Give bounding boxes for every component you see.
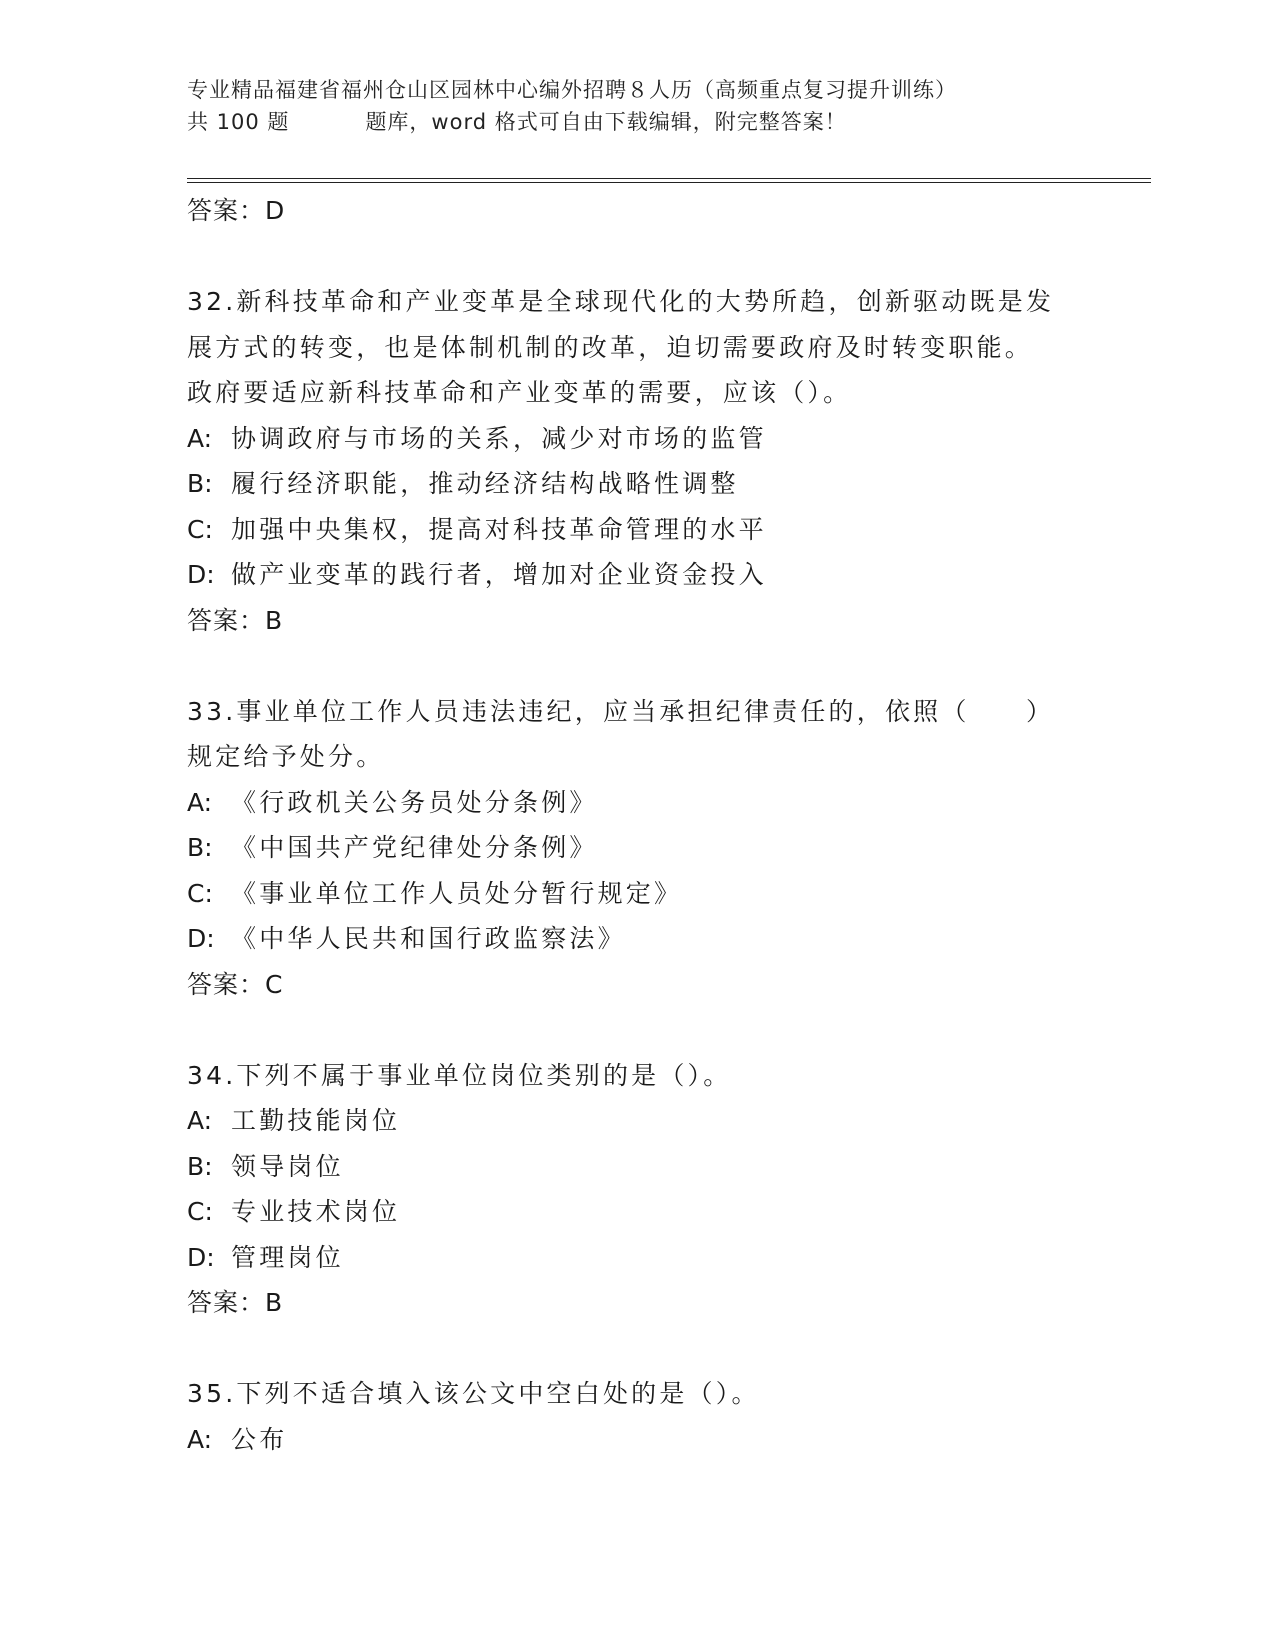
question-text-line: 展方式的转变，也是体制机制的改革，迫切需要政府及时转变职能。 <box>187 332 1034 362</box>
option-letter: D: <box>187 560 215 589</box>
option-b <box>187 1144 1087 1190</box>
answer-line: 答案：B <box>187 1288 284 1317</box>
header-title: 专业精品福建省福州仓山区园林中心编外招聘８人历（高频重点复习提升训练） <box>187 78 957 102</box>
option-text: 管理岗位 <box>231 1242 344 1272</box>
option-d <box>187 1235 1087 1281</box>
option-a <box>187 416 1087 462</box>
question-block <box>187 689 1087 1008</box>
option-text: 协调政府与市场的关系，减少对市场的监管 <box>231 423 767 453</box>
header-subtitle <box>187 106 1067 138</box>
option-letter: B: <box>187 469 213 498</box>
option-letter: A: <box>187 787 213 817</box>
option-text: 履行经济职能，推动经济结构战略性调整 <box>231 469 739 498</box>
header-divider-bottom <box>187 182 1151 183</box>
question-text-line: 32.新科技革命和产业变革是全球现代化的大势所趋，创新驱动既是发 <box>187 287 1055 316</box>
option-letter: D: <box>187 1242 215 1272</box>
question-text-line: 政府要适应新科技革命和产业变革的需要，应该（）。 <box>187 378 852 407</box>
option-letter: D: <box>187 924 215 953</box>
option-text: 公布 <box>231 1424 288 1454</box>
option-letter: C: <box>187 514 213 544</box>
option-text: 做产业变革的践行者，增加对企业资金投入 <box>231 560 767 589</box>
option-d <box>187 916 1087 962</box>
option-text: 加强中央集权，提高对科技革命管理的水平 <box>231 514 767 544</box>
option-letter: C: <box>187 1197 213 1226</box>
option-letter: B: <box>187 1151 213 1181</box>
question-text-line: 规定给予处分。 <box>187 742 385 771</box>
answer-line: 答案：B <box>187 605 284 635</box>
option-a <box>187 780 1087 826</box>
option-c <box>187 1189 1087 1235</box>
option-letter: C: <box>187 878 213 908</box>
option-d <box>187 552 1087 598</box>
page-header <box>187 74 1067 138</box>
question-block <box>187 1371 1087 1462</box>
option-a <box>187 1417 1087 1463</box>
option-text: 专业技术岗位 <box>231 1197 401 1226</box>
header-divider-top <box>187 178 1151 179</box>
option-letter: A: <box>187 423 213 453</box>
question-text-line: 33.事业单位工作人员违法违纪，应当承担纪律责任的，依照（ ） <box>187 696 1055 726</box>
previous-answer: 答案：D <box>187 196 286 225</box>
document-body <box>187 188 1087 1462</box>
header-question-count: 共 100 题 <box>187 110 290 134</box>
option-letter: A: <box>187 1424 213 1454</box>
option-text: 领导岗位 <box>231 1151 344 1181</box>
question-block <box>187 279 1087 643</box>
option-b <box>187 825 1087 871</box>
option-text: 《中国共产党纪律处分条例》 <box>231 833 598 862</box>
option-a <box>187 1098 1087 1144</box>
header-description: 题库，word 格式可自由下载编辑，附完整答案！ <box>365 110 847 134</box>
option-text: 《中华人民共和国行政监察法》 <box>231 924 626 953</box>
question-block <box>187 1053 1087 1326</box>
question-text-line: 35.下列不适合填入该公文中空白处的是（）。 <box>187 1379 760 1408</box>
option-text: 工勤技能岗位 <box>231 1106 401 1135</box>
question-text-line: 34.下列不属于事业单位岗位类别的是（）。 <box>187 1060 732 1090</box>
option-c <box>187 507 1087 553</box>
answer-line: 答案：C <box>187 969 284 999</box>
option-letter: B: <box>187 833 213 862</box>
option-b <box>187 461 1087 507</box>
option-text: 《行政机关公务员处分条例》 <box>231 787 598 817</box>
option-c <box>187 871 1087 917</box>
option-letter: A: <box>187 1106 213 1135</box>
option-text: 《事业单位工作人员处分暂行规定》 <box>231 878 683 908</box>
